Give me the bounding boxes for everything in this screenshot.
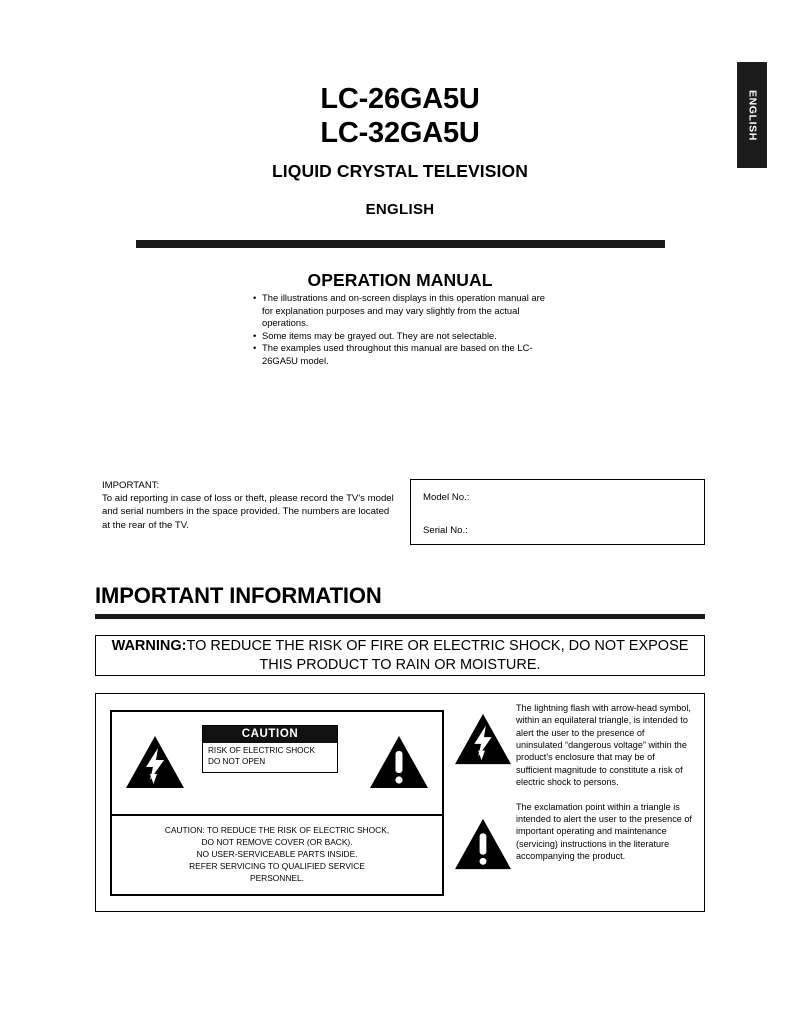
operation-manual-heading: OPERATION MANUAL (307, 270, 493, 290)
symbol-explanation-list (450, 702, 692, 883)
caution-badge-line-1: RISK OF ELECTRIC SHOCK (208, 746, 315, 755)
warning-box-content (96, 637, 704, 674)
bullet-icon: • (253, 329, 257, 341)
list-item-text: Some items may be grayed out. They are not selectable. (262, 329, 497, 341)
caution-text-block (165, 825, 389, 885)
exclamation-triangle-icon (368, 734, 430, 790)
symbol-explanation-text: The exclamation point within a triangle is intended to alert the user to the presence of important operating and maintenance (servicing) instructions in the literature accompanying the product. (516, 801, 692, 861)
caution-badge-heading: CAUTION (203, 726, 337, 743)
warning-label: WARNING: (111, 637, 187, 654)
caution-symbols-box (95, 693, 705, 912)
list-item-text: The illustrations and on-screen displays in this operation manual are for explanation purposes and may vary slightly from the actual operations. (262, 292, 545, 329)
language-side-tab (737, 62, 767, 168)
caution-text-line: NO USER-SERVICEABLE PARTS INSIDE. (196, 849, 358, 860)
symbol-explanation-row (450, 702, 692, 789)
important-note-body: To aid reporting in case of loss or theft, please record the TV's model and serial numbers in the space provided. The numbers are located at the rear of the TV. (102, 493, 394, 531)
language-side-tab-label: ENGLISH (746, 89, 759, 141)
bullet-icon: • (253, 292, 257, 303)
model-number-secondary: LC-32GA5U (320, 117, 480, 150)
caution-text-line: CAUTION: TO REDUCE THE RISK OF ELECTRIC SHOCK, (164, 825, 390, 836)
caution-label-panel (110, 710, 444, 896)
list-item (253, 292, 558, 330)
caution-text-line: DO NOT REMOVE COVER (OR BACK). (201, 837, 353, 848)
warning-box (95, 635, 705, 676)
caution-text-line: PERSONNEL. (249, 872, 304, 883)
manual-language-label: ENGLISH (365, 201, 435, 219)
caution-text-cell (112, 816, 442, 894)
list-item (253, 342, 558, 367)
exclamation-triangle-icon (450, 801, 516, 871)
page-title: IMPORTANT INFORMATION (95, 583, 382, 608)
title-divider-rule (136, 240, 665, 248)
serial-number-field-label: Serial No.: (423, 525, 468, 536)
caution-badge (202, 725, 338, 773)
caution-text-line: REFER SERVICING TO QUALIFIED SERVICE (189, 860, 365, 871)
model-serial-record-box (410, 479, 705, 545)
caution-symbol-row (112, 712, 442, 816)
model-number-primary: LC-26GA5U (320, 83, 480, 115)
operation-manual-notes-list (253, 292, 558, 368)
lightning-bolt-triangle-icon (450, 702, 516, 766)
bullet-icon: • (253, 342, 257, 354)
caution-badge-line-2: DO NOT OPEN (208, 756, 266, 766)
title-block (100, 82, 700, 218)
model-number-field-label: Model No.: (423, 492, 470, 503)
important-note-label: IMPORTANT: (102, 480, 160, 491)
caution-badge-body (203, 743, 337, 772)
list-item (253, 330, 558, 343)
warning-text: TO REDUCE THE RISK OF FIRE OR ELECTRIC SHOCK, DO NOT EXPOSE THIS PRODUCT TO RAIN OR MOISTURE. (186, 637, 689, 673)
symbol-explanation-text: The lightning flash with arrow-head symbol, within an equilateral triangle, is intended to alert the user to the presence of uninsulated “dangerous voltage” within the product's enclosure that may be of sufficient magnitude to constitute a risk of electric shock to persons. (516, 703, 691, 788)
section-divider-rule (95, 614, 705, 619)
symbol-explanation-row (450, 801, 692, 871)
lightning-bolt-triangle-icon (124, 734, 186, 790)
list-item-text: The examples used throughout this manual are based on the LC-26GA5U model. (262, 342, 533, 366)
important-record-note (102, 479, 394, 532)
product-type-label: LIQUID CRYSTAL TELEVISION (272, 161, 528, 182)
